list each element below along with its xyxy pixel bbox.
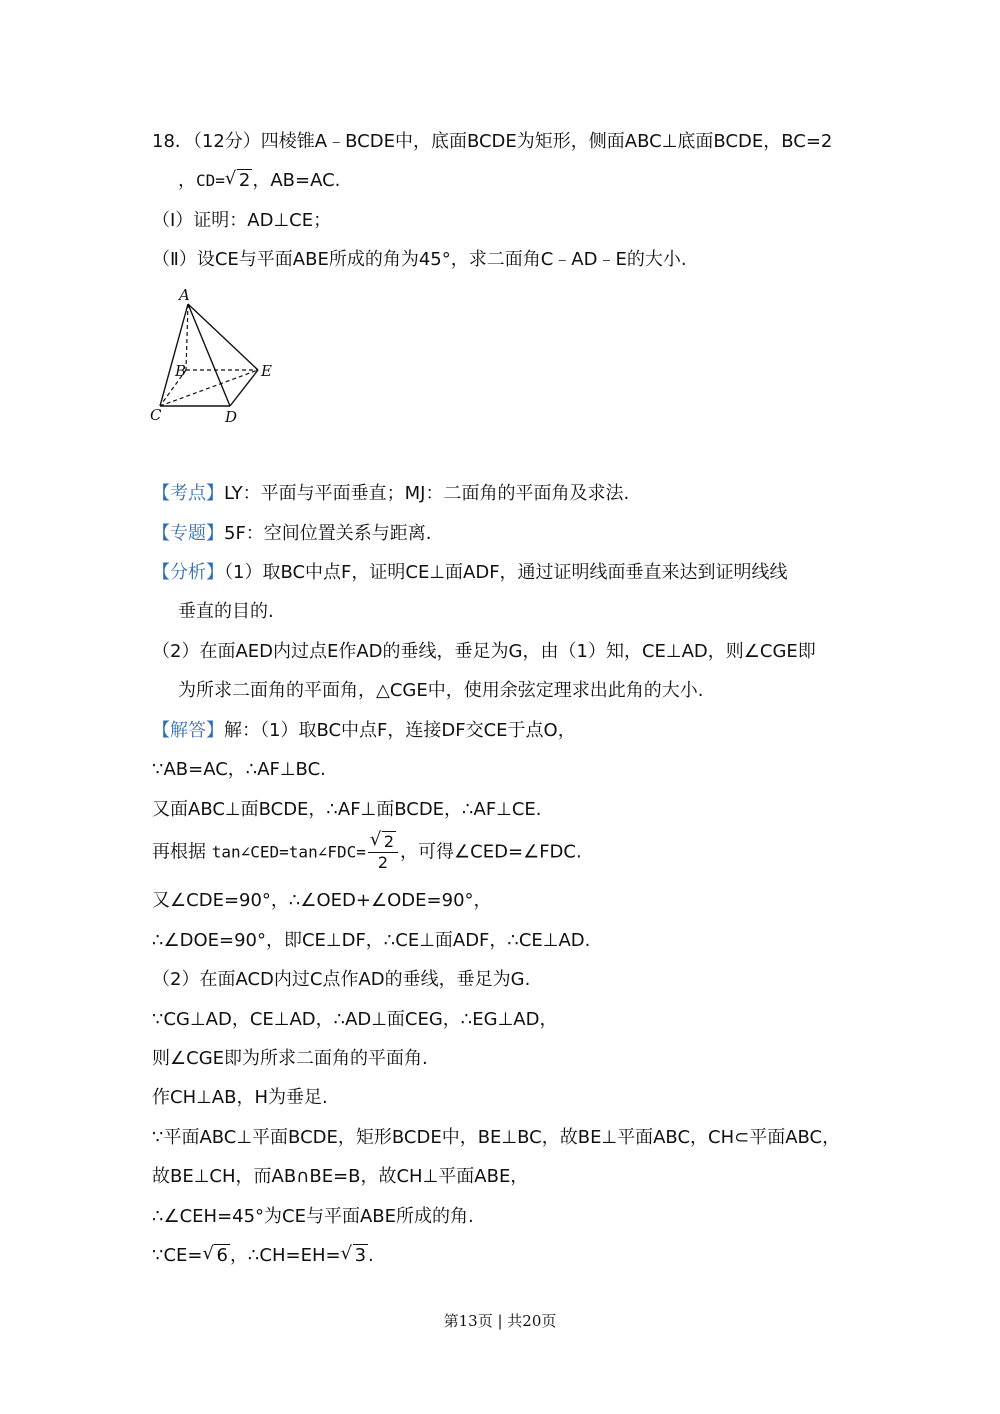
jieda-l6: ∴∠DOE=90°，即CE⊥DF，∴CE⊥面ADF，∴CE⊥AD.: [152, 930, 591, 951]
zhuanti-text: 5F：空间位置关系与距离.: [224, 523, 432, 544]
tan-formula: tan∠CED=tan∠FDC=: [211, 842, 366, 862]
jieda-l10: 作CH⊥AB，H为垂足.: [152, 1087, 328, 1108]
edge-AD: [188, 304, 230, 406]
period: .: [368, 1245, 374, 1266]
fenxi-tag: 【分析】: [152, 562, 224, 583]
jieda: [152, 719, 576, 743]
ab-ac: ，AB=AC.: [252, 170, 341, 191]
fenxi: [152, 561, 788, 585]
jieda-l8: ∵CG⊥AD，CE⊥AD，∴AD⊥面CEG，∴EG⊥AD，: [152, 1009, 558, 1030]
label-C: C: [150, 406, 162, 424]
part-1: （Ⅰ）证明：AD⊥CE；: [152, 210, 332, 231]
page-footer: 第13页 | 共20页: [443, 1312, 557, 1330]
edge-AC: [160, 304, 188, 406]
sqrt-2: √ 2: [225, 169, 252, 193]
jieda-l7: （2）在面ACD内过C点作AD的垂线，垂足为G.: [152, 969, 531, 990]
fenxi-text-3: （2）在面AED内过点E作AD的垂线，垂足为G，由（1）知，CE⊥AD，则∠CGE即: [152, 641, 816, 662]
pyramid-figure: [148, 286, 288, 426]
label-A: A: [179, 286, 190, 304]
sqrt2-over-2: √ $\frac{2}{2}$: [368, 832, 398, 873]
part-2: （Ⅱ）设CE与平面ABE所成的角为45°，求二面角C﹣AD﹣E的大小.: [152, 249, 687, 270]
zhuanti-tag: 【专题】: [152, 523, 224, 544]
jieda-l2: ∵AB=AC，∴AF⊥BC.: [152, 759, 326, 780]
problem-line-1: 18．（12分）四棱锥A﹣BCDE中，底面BCDE为矩形，侧面ABC⊥底面BCDE，BC=2: [152, 131, 833, 152]
jieda-l3: 又面ABC⊥面BCDE，∴AF⊥面BCDE，∴AF⊥CE.: [152, 799, 542, 820]
label-E: E: [261, 362, 272, 380]
kaodian-tag: 【考点】: [152, 483, 224, 504]
jieda-tag: 【解答】: [152, 720, 224, 741]
comma: ，: [178, 170, 196, 191]
jieda-l5: 又∠CDE=90°，∴∠OED+∠ODE=90°，: [152, 890, 492, 911]
sqrt-3: √ 3: [341, 1244, 368, 1268]
edge-AE: [188, 304, 258, 370]
label-B: B: [175, 362, 187, 380]
zhuanti: [152, 522, 432, 546]
jieda-l9: 则∠CGE即为所求二面角的平面角.: [152, 1048, 428, 1069]
jieda-l12: 故BE⊥CH，而AB∩BE=B，故CH⊥平面ABE，: [152, 1166, 529, 1187]
fenxi-text-2: 垂直的目的.: [178, 601, 274, 622]
cd-label: CD=: [196, 171, 225, 190]
sqrt-6: √ 6: [202, 1244, 229, 1268]
jieda-l1: 解：（1）取BC中点F，连接DF交CE于点O，: [224, 720, 576, 741]
jieda-l4: [152, 832, 582, 873]
kaodian-text: LY：平面与平面垂直；MJ：二面角的平面角及求法.: [224, 483, 630, 504]
jieda-l11: ∵平面ABC⊥平面BCDE，矩形BCDE中，BE⊥BC，故BE⊥平面ABC，CH⊂平面ABC，: [152, 1127, 841, 1148]
kaodian: [152, 482, 629, 506]
jieda-l14: [152, 1244, 374, 1268]
label-D: D: [225, 408, 238, 426]
edge-DE: [230, 370, 258, 406]
l4-suffix: ，可得∠CED=∠FDC.: [400, 841, 582, 863]
edge-AB: [186, 304, 188, 370]
l4-prefix: 再根据: [152, 841, 206, 863]
jieda-l13: ∴∠CEH=45°为CE与平面ABE所成的角.: [152, 1206, 474, 1227]
ce-eq: ∵CE=: [152, 1245, 203, 1266]
fenxi-text-1: （1）取BC中点F，证明CE⊥面ADF，通过证明线面垂直来达到证明线线: [224, 562, 788, 583]
problem-line-2: [178, 169, 340, 193]
fenxi-text-4: 为所求二面角的平面角，△CGE中，使用余弦定理求出此角的大小.: [178, 680, 704, 701]
ch-eh-eq: ，∴CH=EH=: [229, 1245, 341, 1266]
